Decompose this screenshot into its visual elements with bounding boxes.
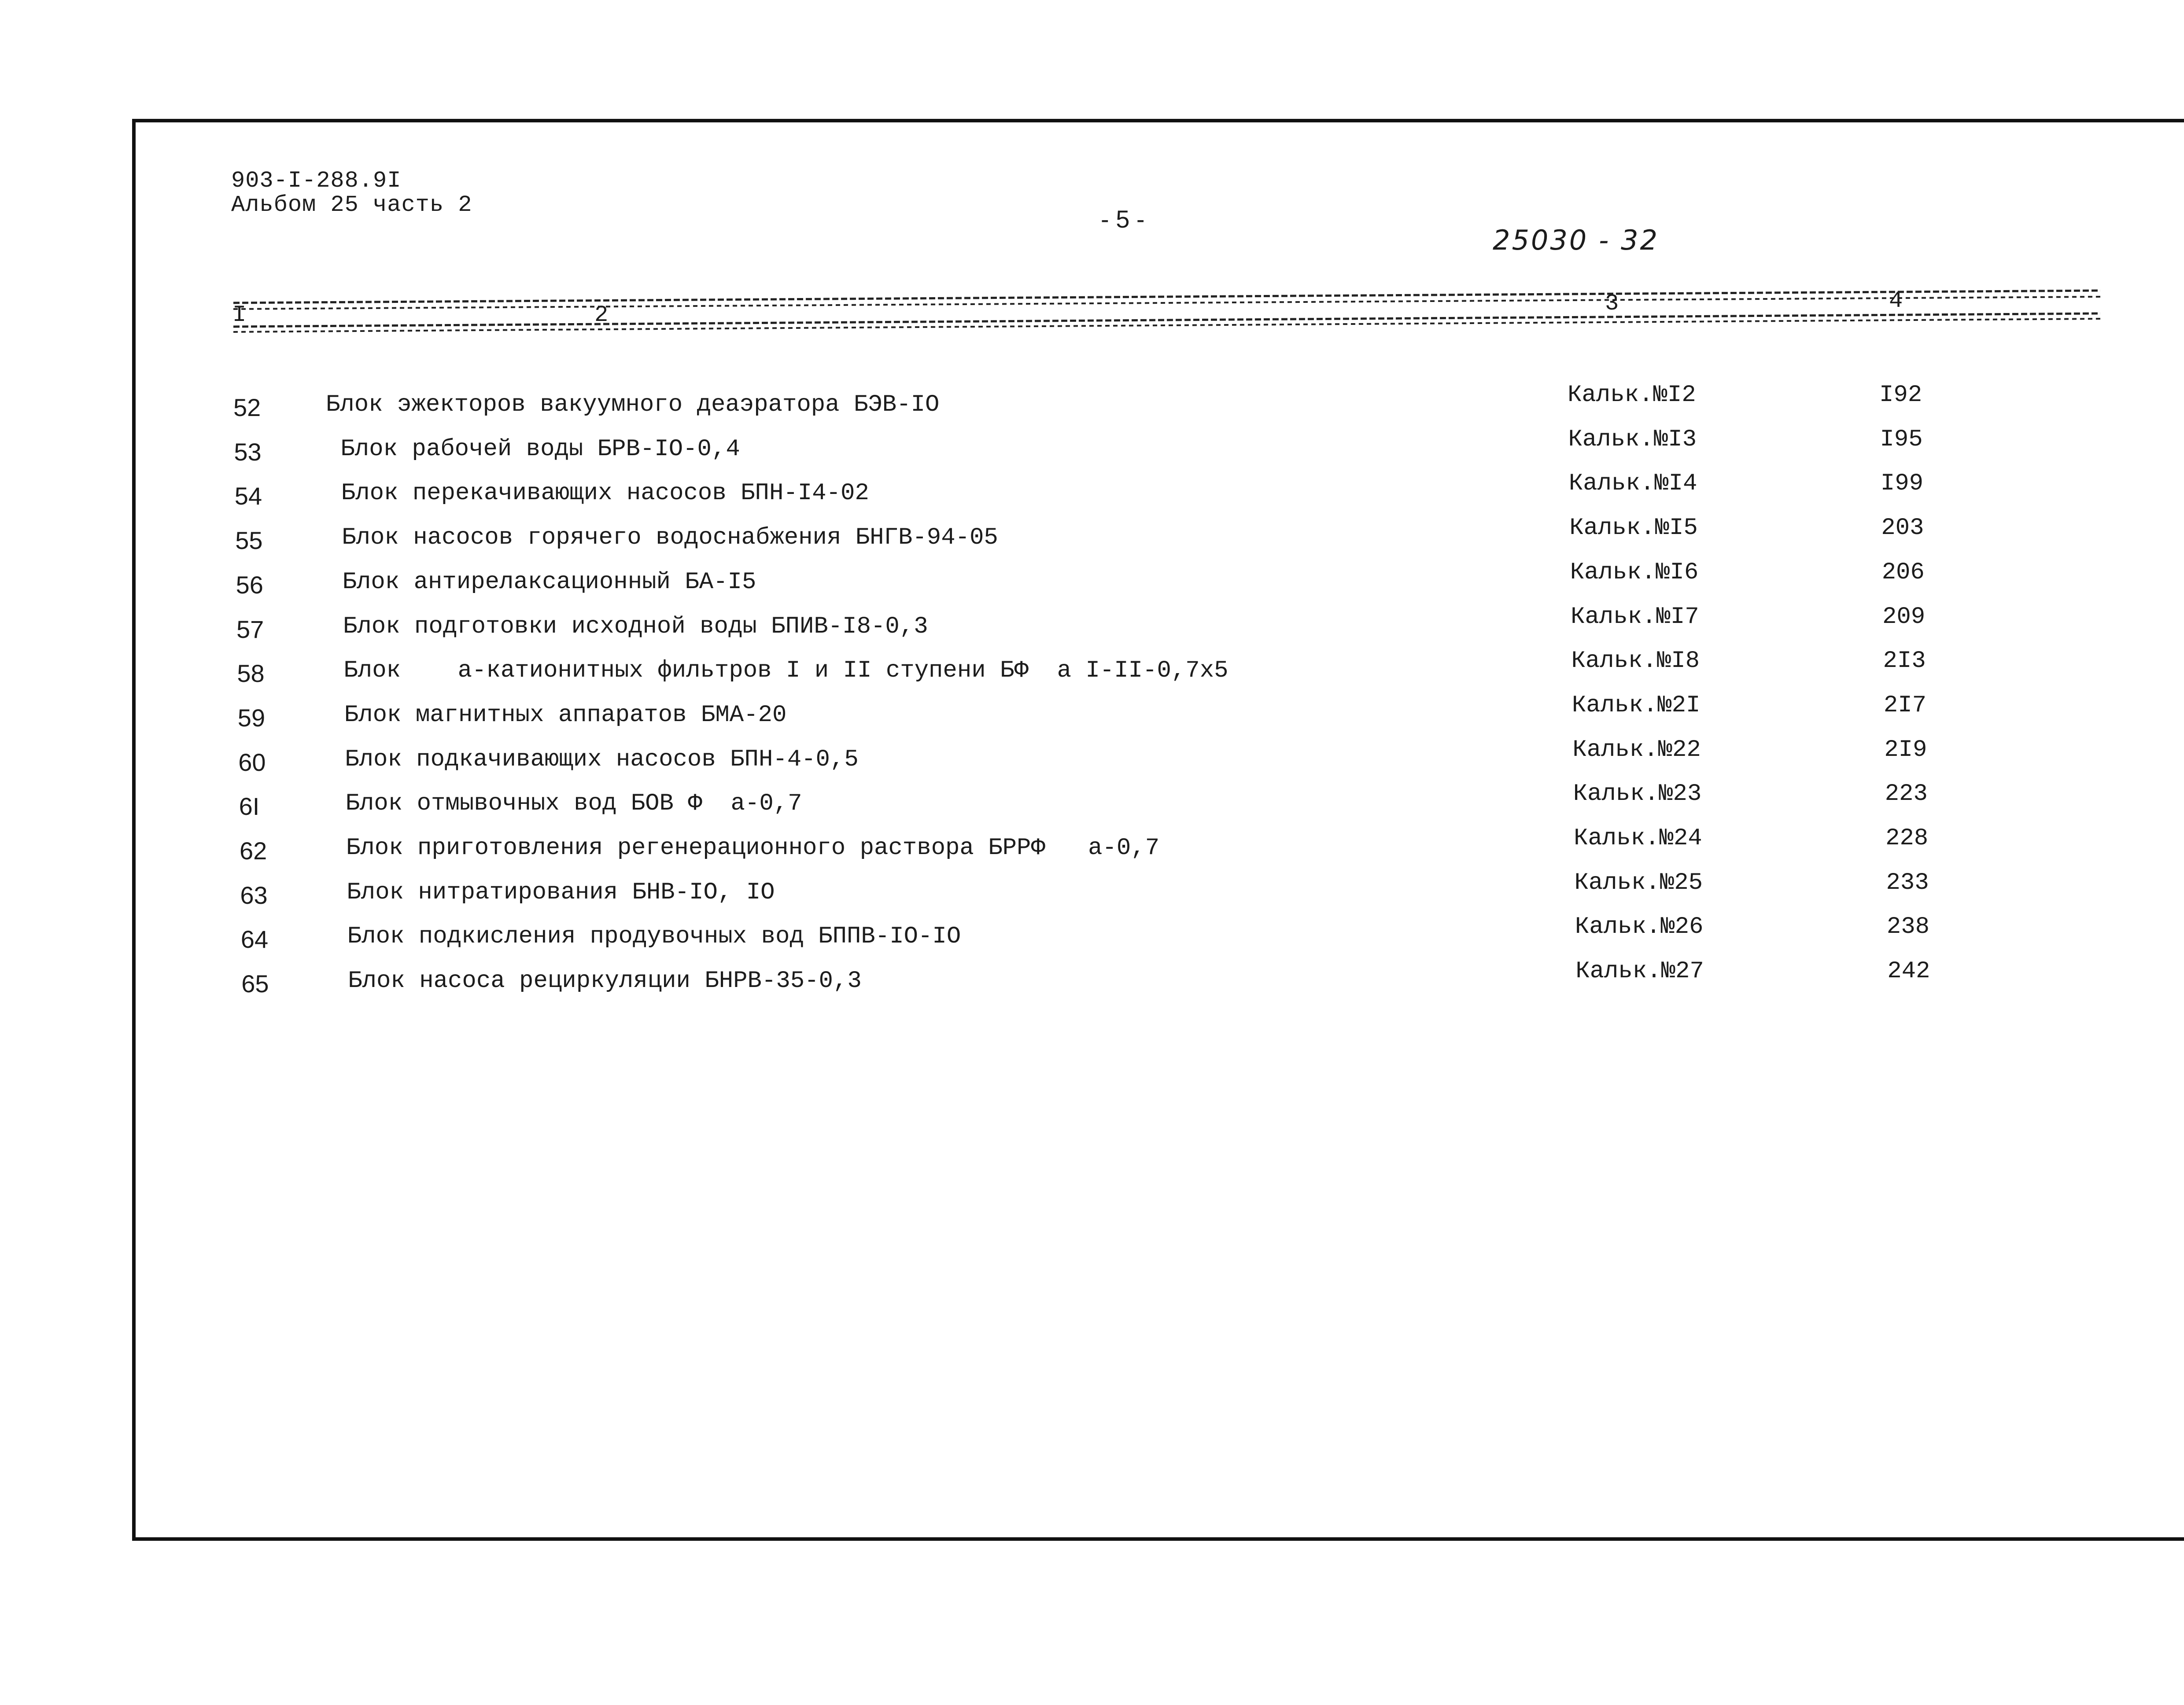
row-name: Блок антирелаксационный БА-I5: [342, 568, 756, 596]
row-number: 53: [234, 438, 262, 466]
document-code: 903-I-288.9I: [231, 168, 402, 194]
row-reference: Кальк.№2I: [1572, 692, 1701, 719]
row-number: 62: [240, 837, 267, 865]
row-name: Блок подкисления продувочных вод БППВ-IО-IО: [347, 923, 961, 950]
row-reference: Кальк.№I6: [1570, 559, 1699, 586]
row-page: 206: [1881, 559, 1925, 586]
row-reference: Кальк.№I3: [1568, 426, 1697, 453]
row-number: 55: [235, 527, 263, 555]
row-reference: Кальк.№26: [1575, 913, 1704, 941]
row-name: Блок приготовления регенерационного раствора БРРФ а-0,7: [346, 835, 1160, 862]
column-header-lines: [233, 286, 2100, 335]
row-name: Блок рабочей воды БРВ-IО-0,4: [340, 435, 740, 463]
row-name: Блок подготовки исходной воды БПИВ-I8-0,3: [343, 613, 928, 640]
column-number-1: I: [232, 302, 247, 328]
column-number-3: 3: [1605, 291, 1619, 317]
row-number: 56: [236, 571, 263, 599]
row-number: 65: [241, 970, 269, 998]
row-reference: Кальк.№I2: [1568, 382, 1696, 409]
column-number-2: 2: [594, 302, 609, 328]
row-reference: Кальк.№I7: [1571, 603, 1699, 630]
handwritten-stamp: 25030 - 32: [1493, 224, 1659, 256]
album-label: Альбом 25 часть 2: [231, 192, 472, 218]
row-number: 59: [237, 703, 266, 732]
row-reference: Кальк.№22: [1572, 736, 1701, 763]
row-page: 228: [1885, 825, 1929, 852]
row-reference: Кальк.№I4: [1568, 470, 1697, 497]
row-name: Блок магнитных аппаратов БМА-20: [344, 701, 787, 729]
row-number: 52: [233, 394, 261, 421]
row-number: 57: [236, 615, 264, 643]
row-number: 64: [240, 925, 269, 954]
row-page: I95: [1880, 426, 1923, 453]
row-reference: Кальк.№I5: [1569, 515, 1698, 542]
row-page: 242: [1887, 958, 1930, 985]
row-name: Блок отмывочных вод БОВ Ф а-0,7: [345, 790, 802, 818]
row-page: 209: [1882, 603, 1926, 630]
column-number-4: 4: [1889, 288, 1903, 314]
row-name: Блок перекачивающих насосов БПН-I4-02: [341, 480, 869, 507]
row-page: 2I3: [1883, 648, 1926, 675]
row-number: 6I: [239, 792, 260, 821]
row-page: I99: [1880, 470, 1924, 497]
row-name: Блок насосов горячего водоснабжения БНГВ-94-05: [342, 524, 998, 552]
row-page: I92: [1879, 382, 1922, 409]
row-page: 233: [1886, 869, 1929, 896]
row-page: 238: [1886, 913, 1930, 941]
row-number: 63: [240, 881, 268, 909]
row-reference: Кальк.№I8: [1571, 648, 1700, 675]
row-reference: Кальк.№24: [1574, 825, 1702, 852]
row-name: Блок нитратирования БНВ-IО, IО: [347, 879, 775, 906]
row-name: Блок подкачивающих насосов БПН-4-0,5: [345, 746, 859, 773]
page-number: - 5 -: [1101, 205, 1145, 233]
row-name: Блок эжекторов вакуумного деаэратора БЭВ-IО: [326, 391, 940, 418]
row-page: 2I9: [1884, 736, 1927, 763]
row-number: 54: [234, 482, 262, 510]
row-page: 2I7: [1883, 692, 1927, 719]
row-name: Блок а-катионитных фильтров I и II ступени БФ а I-II-0,7x5: [343, 657, 1228, 685]
row-reference: Кальк.№27: [1575, 958, 1704, 985]
row-reference: Кальк.№23: [1573, 781, 1702, 808]
row-name: Блок насоса рециркуляции БНРВ-35-0,3: [348, 968, 862, 995]
row-number: 60: [238, 748, 266, 776]
row-page: 203: [1881, 515, 1924, 542]
row-reference: Кальк.№25: [1574, 869, 1703, 896]
row-number: 58: [237, 659, 265, 688]
row-page: 223: [1885, 781, 1928, 808]
